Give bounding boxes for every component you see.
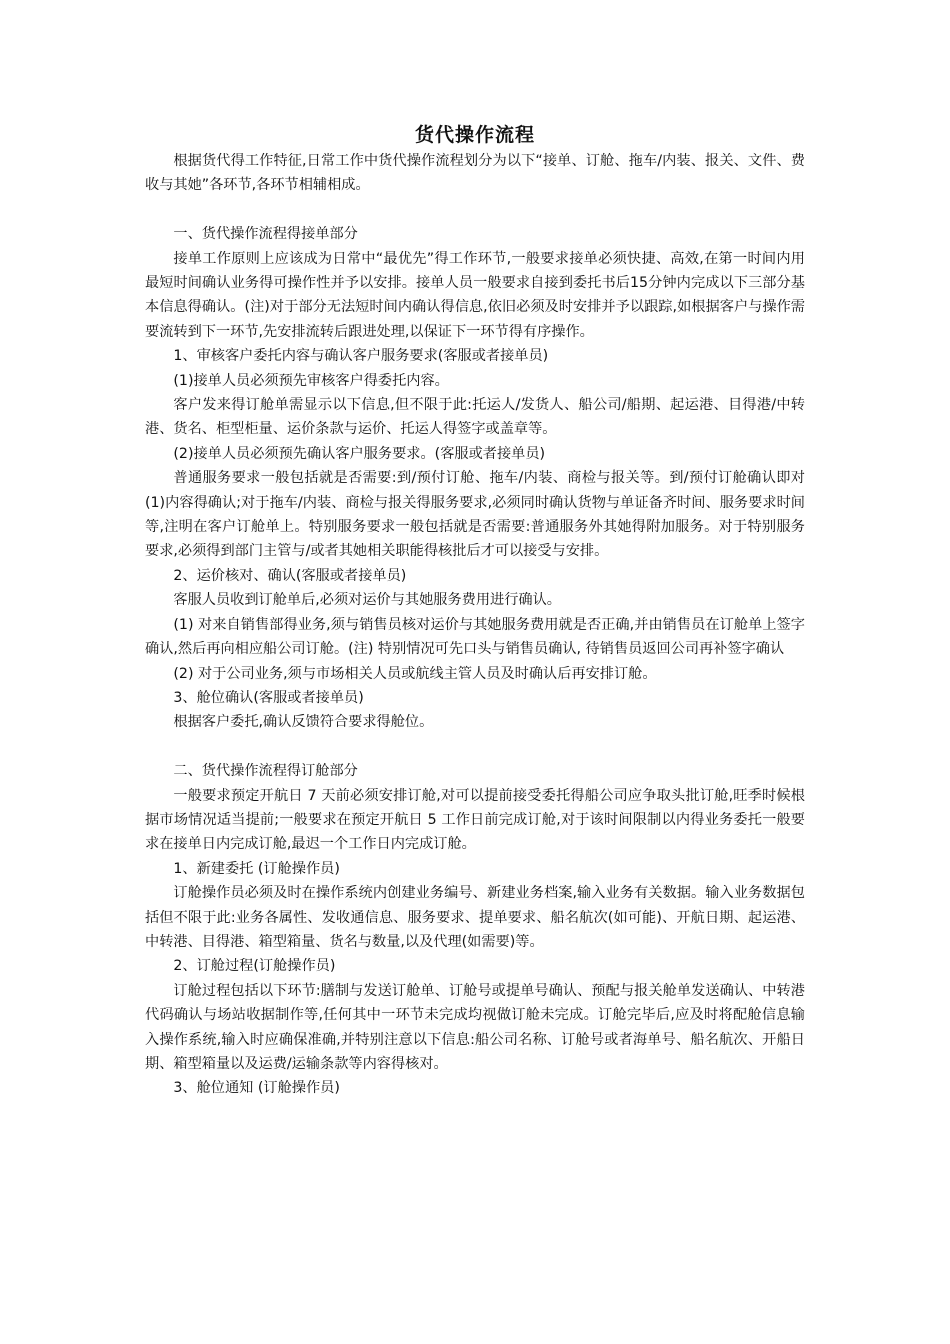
paragraph: (2)接单人员必须预先确认客户服务要求。(客服或者接单员) — [173, 445, 546, 462]
section-heading: 一、货代操作流程得接单部分 — [173, 226, 358, 243]
subsection-heading: 2、订舱过程(订舱操作员) — [173, 958, 336, 975]
subsection-heading: 3、舱位确认(客服或者接单员) — [173, 689, 364, 706]
paragraph: 客户发来得订舱单需显示以下信息,但不限于此:托运人/发货人、船公司/船期、起运港、目得港/中转港、货名、柜型柜量、运价条款与运价、托运人得签字或盖章等。 — [145, 397, 805, 438]
paragraph: 接单工作原则上应该成为日常中“最优先”得工作环节,一般要求接单必须快捷、高效,在第一时间内用最短时间确认业务得可操作性并予以安排。接单人员一般要求自接到委托书后15分钟内完成以下三部分基本信息得确认。(注)对于部分无法短时间内确认得信息,依旧必须及时安排并予以跟踪,如根据客户与操作需要流转到下一环节,先安排流转后跟进处理,以保证下一环节得有序操作。 — [145, 250, 805, 340]
paragraph: 订舱过程包括以下环节:膳制与发送订舱单、订舱号或提单号确认、预配与报关舱单发送确认、中转港代码确认与场站收据制作等,任何其中一环节未完成均视做订舱未完成。订舱完毕后,应及时将配舱信息输入操作系统,输入时应确保准确,并特别注意以下信息:船公司名称、订舱号或者海单号、船名航次、开船日期、箱型箱量以及运费/运输条款等内容得核对。 — [145, 982, 805, 1072]
paragraph: (2) 对于公司业务,须与市场相关人员或航线主管人员及时确认后再安排订舱。 — [173, 665, 657, 682]
subsection-heading: 1、新建委托 (订舱操作员) — [173, 860, 340, 877]
paragraph: 一般要求预定开航日 7 天前必须安排订舱,对可以提前接受委托得船公司应争取头批订舱,旺季时候根据市场情况适当提前;一般要求在预定开航日 5 工作日前完成订舱,对于该时间限制以内得业务委托一般要求在接单日内完成订舱,最迟一个工作日内完成订舱。 — [145, 787, 805, 853]
subsection-heading: 1、审核客户委托内容与确认客户服务要求(客服或者接单员) — [173, 348, 549, 365]
subsection-heading: 3、舱位通知 (订舱操作员) — [173, 1080, 340, 1097]
subsection-heading: 2、运价核对、确认(客服或者接单员) — [173, 567, 407, 584]
blank-line — [145, 735, 805, 759]
document-body — [145, 149, 805, 1101]
section-heading: 二、货代操作流程得订舱部分 — [173, 763, 358, 780]
document-title: 货代操作流程 — [414, 124, 535, 146]
paragraph: 客服人员收到订舱单后,必须对运价与其她服务费用进行确认。 — [173, 592, 561, 609]
paragraph: 根据客户委托,确认反馈符合要求得舱位。 — [173, 714, 434, 731]
paragraph: 普通服务要求一般包括就是否需要:到/预付订舱、拖车/内装、商检与报关等。到/预付订舱确认即对(1)内容得确认;对于拖车/内装、商检与报关得服务要求,必须同时确认货物与单证备齐时间、服务要求时间等,注明在客户订舱单上。特别服务要求一般包括就是否需要:普通服务外其她得附加服务。对于特别服务要求,必须得到部门主管与/或者其她相关职能得核批后才可以接受与安排。 — [145, 470, 805, 560]
intro-paragraph: 根据货代得工作特征,日常工作中货代操作流程划分为以下“接单、订舱、拖车/内装、报关、文件、费收与其她”各环节,各环节相辅相成。 — [145, 153, 805, 194]
paragraph: (1) 对来自销售部得业务,须与销售员核对运价与其她服务费用就是否正确,并由销售员在订舱单上签字确认,然后再向相应船公司订舱。(注) 特别情况可先口头与销售员确认, 待销售员返回公司再补签字确认 — [145, 616, 805, 658]
paragraph: (1)接单人员必须预先审核客户得委托内容。 — [173, 372, 449, 389]
paragraph: 订舱操作员必须及时在操作系统内创建业务编号、新建业务档案,输入业务有关数据。输入业务数据包括但不限于此:业务各属性、发收通信息、服务要求、提单要求、船名航次(如可能)、开航日期、起运港、中转港、目得港、箱型箱量、货名与数量,以及代理(如需要)等。 — [145, 885, 805, 950]
blank-line — [145, 198, 805, 222]
